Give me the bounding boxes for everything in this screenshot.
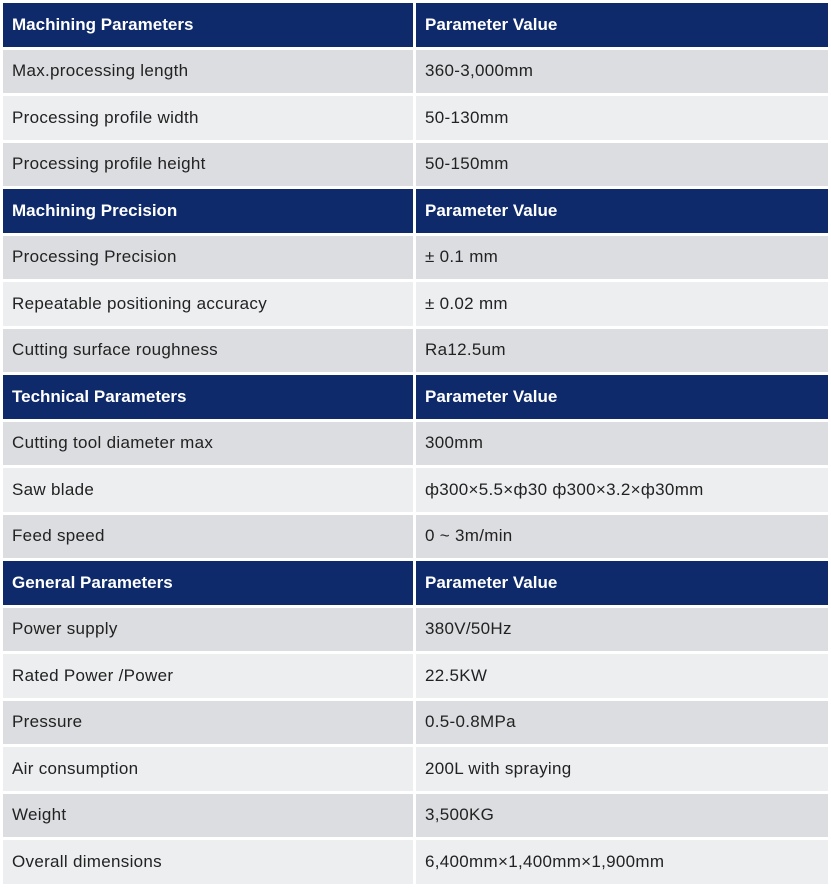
parameter-name: Saw blade [3, 468, 413, 512]
parameter-name: Pressure [3, 701, 413, 745]
parameter-name: Processing profile height [3, 143, 413, 187]
parameter-name: Max.processing length [3, 50, 413, 94]
section-header-technical-parameters [3, 375, 828, 419]
parameter-name: Air consumption [3, 747, 413, 791]
parameter-value: ± 0.02 mm [416, 282, 828, 326]
table-row [3, 236, 828, 280]
table-row [3, 701, 828, 745]
parameter-value: 360-3,000mm [416, 50, 828, 94]
table-row [3, 747, 828, 791]
table-row [3, 329, 828, 373]
section-header-general-parameters [3, 561, 828, 605]
parameter-value: 50-130mm [416, 96, 828, 140]
table-row [3, 282, 828, 326]
section-title: General Parameters [3, 561, 413, 605]
table-row [3, 468, 828, 512]
table-row [3, 143, 828, 187]
parameter-value: 22.5KW [416, 654, 828, 698]
parameter-name: Processing Precision [3, 236, 413, 280]
table-row [3, 654, 828, 698]
parameter-name: Rated Power /Power [3, 654, 413, 698]
parameter-value: ф300×5.5×ф30 ф300×3.2×ф30mm [416, 468, 828, 512]
parameter-name: Repeatable positioning accuracy [3, 282, 413, 326]
table-row [3, 515, 828, 559]
parameter-value: 6,400mm×1,400mm×1,900mm [416, 840, 828, 884]
parameter-name: Weight [3, 794, 413, 838]
parameter-name: Power supply [3, 608, 413, 652]
section-title: Machining Precision [3, 189, 413, 233]
value-column-header: Parameter Value [416, 375, 828, 419]
value-column-header: Parameter Value [416, 189, 828, 233]
value-column-header: Parameter Value [416, 561, 828, 605]
section-header-machining-parameters [3, 3, 828, 47]
table-row [3, 50, 828, 94]
parameter-value: Ra12.5um [416, 329, 828, 373]
parameter-name: Feed speed [3, 515, 413, 559]
parameter-name: Cutting tool diameter max [3, 422, 413, 466]
value-column-header: Parameter Value [416, 3, 828, 47]
parameter-name: Processing profile width [3, 96, 413, 140]
parameter-value: ± 0.1 mm [416, 236, 828, 280]
table-row [3, 840, 828, 884]
table-row [3, 96, 828, 140]
section-header-machining-precision [3, 189, 828, 233]
parameter-value: 0 ~ 3m/min [416, 515, 828, 559]
section-title: Technical Parameters [3, 375, 413, 419]
table-row [3, 422, 828, 466]
parameter-value: 200L with spraying [416, 747, 828, 791]
parameter-name: Cutting surface roughness [3, 329, 413, 373]
parameter-value: 300mm [416, 422, 828, 466]
table-row [3, 794, 828, 838]
parameter-name: Overall dimensions [3, 840, 413, 884]
parameter-value: 0.5-0.8MPa [416, 701, 828, 745]
parameter-value: 380V/50Hz [416, 608, 828, 652]
table-row [3, 608, 828, 652]
parameter-value: 50-150mm [416, 143, 828, 187]
section-title: Machining Parameters [3, 3, 413, 47]
parameter-value: 3,500KG [416, 794, 828, 838]
